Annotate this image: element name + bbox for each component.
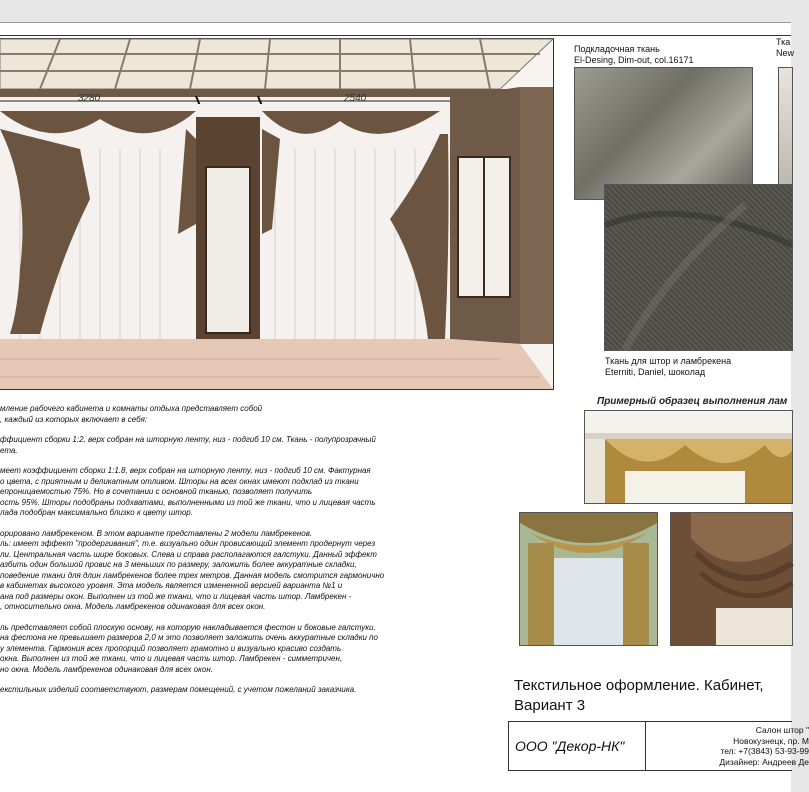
desc-line: азбить один большой провис на 3 меньших по размеру, заложить более аккуратные складки,	[0, 560, 357, 569]
desc-line: меет коэффициент сборки 1:1.8, верх собран на шторную ленту, низ - подгиб 10 см. Фактурная	[0, 466, 371, 475]
designer-name: Дизайнер: Андреев Де	[719, 756, 809, 767]
sheet-title	[514, 676, 764, 716]
desc-line: ана под размеры окон. Выполнен из той же ткани, что и лицевая часть штор. Ламбрекен -	[0, 591, 352, 601]
desc-line: мление рабочего кабинета и комнаты отдыха представляет собой	[0, 404, 263, 413]
desc-line: в кабинетах высокого уровня. Эта модель является измененной версией варианта №1 и	[0, 581, 343, 590]
title-block	[508, 721, 809, 771]
dimension-left: 3280	[78, 93, 101, 104]
desc-line: ффициент сборки 1:2, верх собран на шторную ленту, низ - подгиб 10 см. Ткань - полупрозрачный	[0, 435, 376, 444]
desc-line: ли. Центральная часть шире боковых. Слева и справа располагаются галстуки. Данный эффект	[0, 549, 377, 559]
pelmet-photo-1	[585, 411, 792, 503]
title-block-divider	[645, 722, 646, 770]
desc-line: епроницаемостью 75%. Но в сочетании с основной тканью, позволяет получить	[0, 487, 313, 496]
second-fabric-subtitle: New	[776, 48, 795, 58]
room-sketch	[0, 39, 553, 389]
salon-address: Новокузнецк, пр. М	[733, 735, 809, 746]
fabric-folds	[605, 185, 792, 350]
sample-photo-1	[584, 410, 793, 504]
lining-fabric-label	[574, 44, 694, 66]
desc-line: ль представляет собой плоскую основу, на которую накладывается фестон и боковые галстуки.	[0, 622, 376, 632]
pelmet-photo-3	[671, 513, 792, 645]
dimension-right: 2540	[344, 93, 367, 104]
title-line-2: Вариант 3	[514, 697, 586, 714]
main-fabric-swatch	[604, 184, 793, 351]
second-fabric-title: Тка	[776, 37, 791, 47]
desc-line: поведение ткани для длин ламбрекенов более трех метров. Данная модель смотрится гармонично	[0, 570, 385, 580]
main-fabric-label	[605, 356, 731, 378]
desc-line: но окна. Модель ламбрекенов одинаковая для всех окон.	[0, 664, 213, 674]
desc-line: окна. Выполнен из той же ткани, что и лицевая часть штор. Ламбрекен - симметричен,	[0, 654, 343, 663]
sample-photo-2	[519, 512, 658, 646]
desc-line: у элемента. Гармония всех пропорций позволяет грамотно и визуально красиво создать	[0, 643, 342, 653]
desc-line: ль: имеет эффект "продергивания", т.е. визуально один провисающий элемент продернут через	[0, 539, 376, 548]
description-block	[0, 404, 440, 696]
salon-phone: тел: +7(3843) 53-93-99	[720, 746, 809, 756]
title-line-1: Текстильное оформление. Кабинет,	[514, 677, 764, 694]
salon-info	[649, 725, 809, 767]
sample-photo-3	[670, 512, 793, 646]
desc-line: на фестона не превышает размеров 2,0 м это позволяет заложить очень аккуратные складки по	[0, 633, 378, 642]
lining-fabric-swatch	[574, 67, 753, 200]
pelmet-photo-2	[520, 513, 657, 645]
lining-fabric-title: Подкладочная ткань	[574, 44, 660, 54]
salon-name: Салон штор "	[755, 725, 809, 735]
interior-illustration	[0, 38, 554, 390]
desc-line: ета.	[0, 445, 18, 455]
desc-line: екстильных изделий соответствуют, размерам помещений, с учетом пожеланий заказчика.	[0, 685, 357, 694]
second-fabric-label	[776, 37, 794, 59]
second-fabric-swatch	[778, 67, 793, 187]
desc-line: о цвета, с приятным и деликатным отливом. Шторы на всех окнах имеют подклад из ткани	[0, 476, 359, 486]
desc-line: , каждый из которых включает в себя:	[0, 414, 148, 424]
desc-line: орировано ламбрекеном. В этом варианте представлены 2 модели ламбрекенов.	[0, 528, 313, 538]
sample-title: Примерный образец выполнения лам	[597, 396, 788, 407]
company-name: ООО "Декор-НК"	[515, 738, 625, 754]
lining-fabric-subtitle: El-Desing, Dim-out, col.16171	[574, 55, 694, 65]
main-fabric-title: Ткань для штор и ламбрекена	[605, 356, 732, 366]
desc-line: лада подобран максимально близко к цвету штор.	[0, 508, 193, 517]
desc-line: , относительно окна. Модель ламбрекенов одинаковая для всех окон.	[0, 602, 266, 611]
desc-line: ость 95%. Шторы подобраны подхватами, выполненными из той же ткани, что и лицевая часть	[0, 497, 376, 507]
main-fabric-subtitle: Eterniti, Daniel, шоколад	[605, 367, 706, 377]
